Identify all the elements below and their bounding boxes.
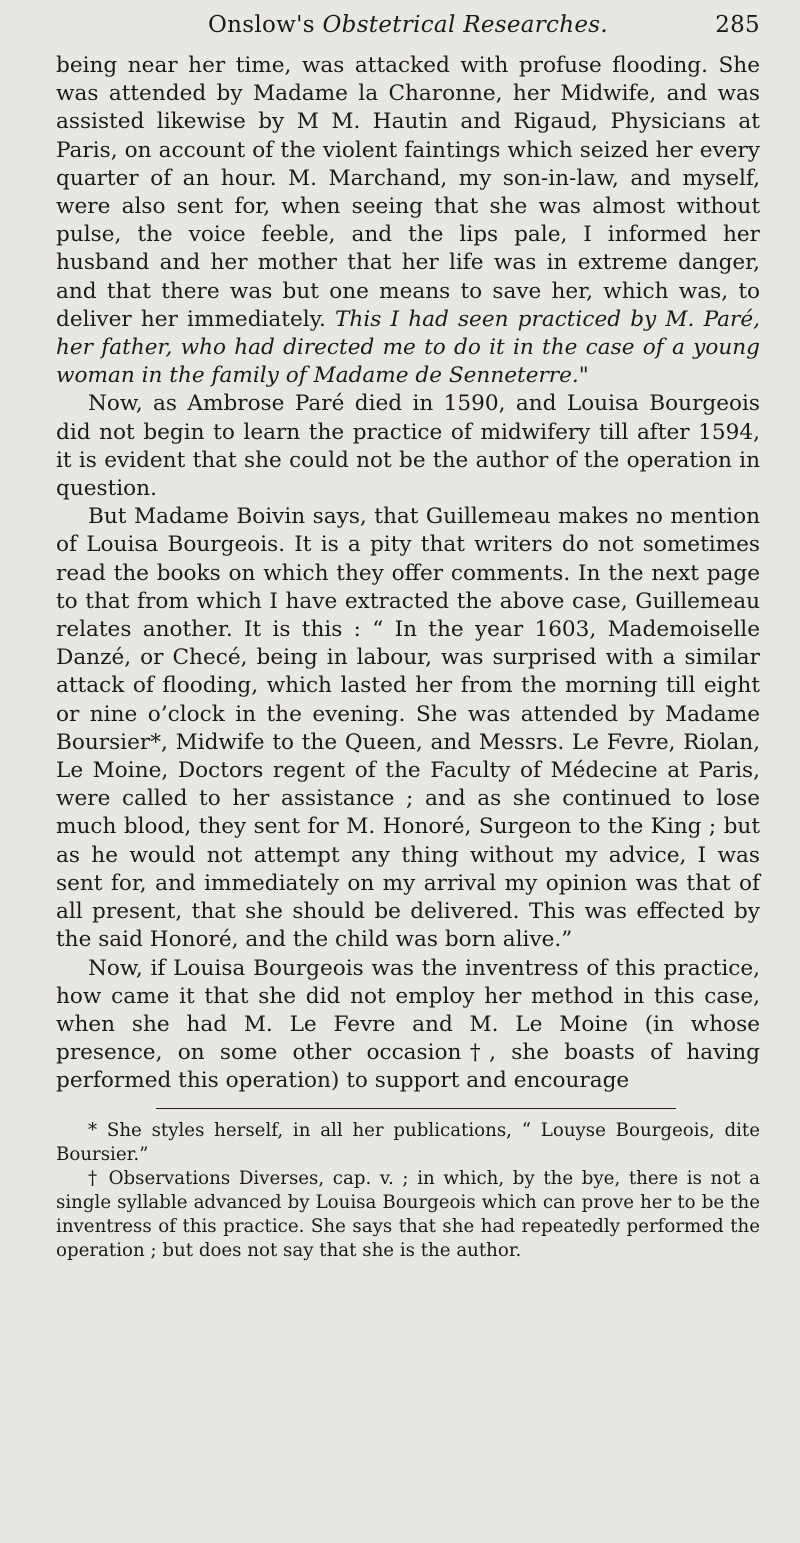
footnote-2: † Observations Diverses, cap. v. ; in which, by the bye, there is not a single syllable advanced by Louisa Bourgeois which can prove her to be the inventress of this practice. She says that she had repeatedly performed the operation ; but does not say that she is the author. (56, 1167, 760, 1261)
footnotes (56, 1119, 760, 1263)
running-head (56, 0, 760, 50)
paragraph-1-closing-quote: " (578, 363, 589, 389)
paragraph-1 (56, 52, 760, 390)
paragraph-1-italic-quote: This I had seen practiced by M. Paré, her father, who had directed me to do it in the case of a young woman in the family of Madame de Senneterre. (56, 306, 760, 389)
paragraph-1-text: being near her time, was attacked with profuse flooding. She was attended by Madame la Charonne, her Midwife, and was assisted likewise by M M. Hautin and Rigaud, Physicians at Paris, on account of the violent faintings which seized her every quarter of an hour. M. Marchand, my son-in-law, and myself, were also sent for, when seeing that she was almost without pulse, the voice feeble, and the lips pale, I informed her husband and her mother that her life was in extreme danger, and that there was but one means to save her, which was, to deliver her immediately. (56, 53, 760, 332)
running-head-author: Onslow's (208, 12, 315, 38)
paragraph-3: But Madame Boivin says, that Guillemeau makes no mention of Louisa Bourgeois. It is a pity that writers do not sometimes read the books on which they offer comments. In the next page to that from which I have extracted the above case, Guillemeau relates another. It is this : “ In the year 1603, Mademoiselle Danzé, or Checé, being in labour, was surprised with a similar attack of flooding, which lasted her from the morning till eight or nine o’clock in the evening. She was attended by Madame Boursier*, Midwife to the Queen, and Messrs. Le Fevre, Riolan, Le Moine, Doctors regent of the Faculty of Médecine at Paris, were called to her assistance ; and as she continued to lose much blood, they sent for M. Honoré, Surgeon to the King ; but as he would not attempt any thing without my advice, I was sent for, and immediately on my arrival my opinion was that of all present, that she should be delivered. This was effected by the said Honoré, and the child was born alive.” (56, 504, 760, 953)
body-text (56, 52, 760, 1096)
paragraph-4: Now, if Louisa Bourgeois was the inventress of this practice, how came it that she did not employ her method in this case, when she had M. Le Fevre and M. Le Moine (in whose presence, on some other occasion†, she boasts of having performed this operation) to support and encourage (56, 955, 760, 1094)
footnote-1: * She styles herself, in all her publications, “ Louyse Bourgeois, dite Boursier.” (56, 1119, 760, 1165)
page-number: 285 (715, 12, 760, 38)
footnote-divider (156, 1108, 676, 1109)
paragraph-2: Now, as Ambrose Paré died in 1590, and Louisa Bourgeois did not begin to learn the practice of midwifery till after 1594, it is evident that she could not be the author of the operation in question. (56, 391, 760, 502)
running-head-title: Obstetrical Researches. (322, 12, 608, 38)
